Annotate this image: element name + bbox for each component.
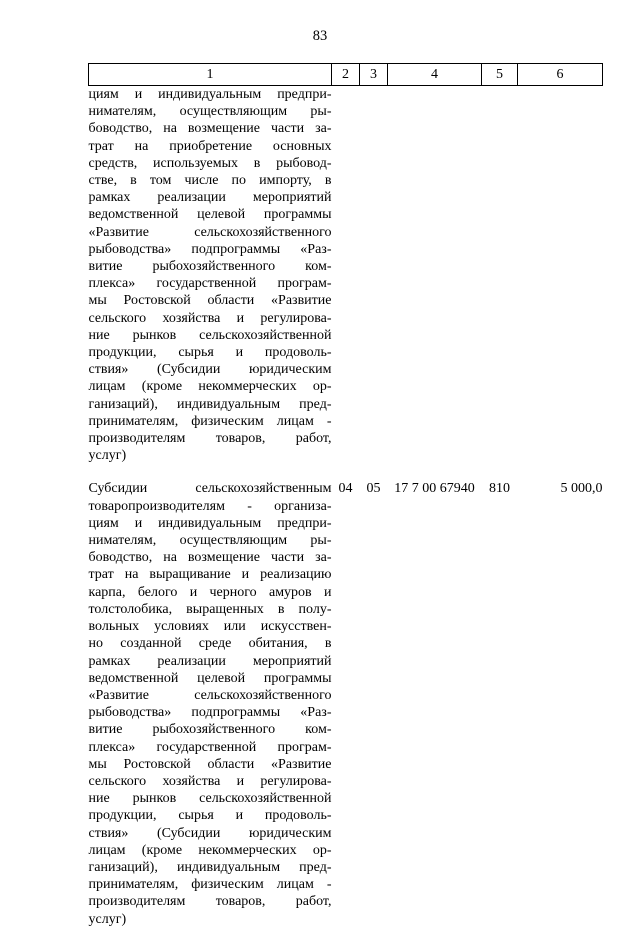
description-line: производителям товаров, работ, (88, 894, 332, 910)
description-line: ганизаций), индивидуальным пред- (88, 859, 332, 875)
amount-value: 5 000,0 (560, 481, 603, 497)
description-line: боводство, на возмещение части за- (88, 121, 332, 137)
description-line: рамках реализации мероприятий (88, 190, 332, 206)
description-line: производителям товаров, работ, (88, 431, 332, 447)
expense-type-code (482, 86, 518, 481)
amount-value (518, 86, 603, 481)
description-line: циям и индивидуальным предпри- (88, 515, 332, 531)
column-header-3: 3 (360, 64, 388, 86)
table-row (89, 86, 603, 481)
description-line: лицам (кроме некоммерческих ор- (88, 379, 332, 395)
description-line: ствия» (Субсидии юридическим (88, 825, 332, 841)
table-row (89, 480, 603, 927)
description-line: витие рыбохозяйственного ком- (88, 722, 332, 738)
description-line: ствия» (Субсидии юридическим (88, 362, 332, 378)
target-article-code (388, 86, 482, 481)
description-line: услуг) (88, 911, 127, 927)
section-code (332, 86, 360, 481)
column-header-1: 1 (89, 64, 332, 86)
description-line: мы Ростовской области «Развитие (88, 293, 332, 309)
description-line: товаропроизводителям - организа- (88, 498, 332, 514)
description-line: ние рынков сельскохозяйственной (88, 327, 332, 343)
row-description (89, 480, 332, 927)
description-line: плекса» государственной програм- (88, 276, 332, 292)
description-line: ние рынков сельскохозяйственной (88, 791, 332, 807)
description-line: плекса» государственной програм- (88, 739, 332, 755)
description-line: продукции, сырья и продоволь- (88, 808, 332, 824)
description-line: стве, в том числе по импорту, в (88, 173, 332, 189)
column-header-2: 2 (332, 64, 360, 86)
section-code: 04 (338, 481, 353, 497)
description-line: нимателям, осуществляющим ры- (88, 104, 332, 120)
budget-table (88, 63, 603, 928)
description-line: принимателям, физическим лицам - (88, 413, 332, 429)
description-line: рыбоводства» подпрограммы «Раз- (88, 705, 332, 721)
description-line: сельского хозяйства и регулирова- (88, 773, 332, 789)
target-article-code: 17 7 00 67940 (394, 481, 475, 497)
subsection-code: 05 (366, 481, 381, 497)
description-line: «Развитие сельскохозяйственного (88, 687, 332, 703)
description-line: но созданной среде обитания, в (88, 636, 332, 652)
description-line: принимателям, физическим лицам - (88, 877, 332, 893)
column-header-5: 5 (482, 64, 518, 86)
expense-type-code: 810 (489, 481, 510, 497)
description-line: вольных условиях или искусствен- (88, 619, 332, 635)
description-line: нимателям, осуществляющим ры- (88, 533, 332, 549)
description-line: трат на приобретение основных (88, 138, 332, 154)
table-body (89, 86, 603, 928)
description-line: Субсидии сельскохозяйственным (88, 481, 332, 497)
description-line: услуг) (88, 448, 127, 464)
description-line: трат на выращивание и реализацию (88, 567, 332, 583)
description-line: ведомственной целевой программы (88, 207, 332, 223)
header-row (89, 64, 603, 86)
description-line: средств, используемых в рыбовод- (88, 155, 332, 171)
description-line: сельского хозяйства и регулирова- (88, 310, 332, 326)
description-line: рамках реализации мероприятий (88, 653, 332, 669)
description-line: боводство, на возмещение части за- (88, 550, 332, 566)
description-line: витие рыбохозяйственного ком- (88, 259, 332, 275)
description-line: карпа, белого и черного амуров и (88, 584, 332, 600)
description-line: мы Ростовской области «Развитие (88, 756, 332, 772)
description-line: ганизаций), индивидуальным пред- (88, 396, 332, 412)
subsection-code (360, 86, 388, 481)
description-line: рыбоводства» подпрограммы «Раз- (88, 241, 332, 257)
column-header-6: 6 (518, 64, 603, 86)
description-line: ведомственной целевой программы (88, 670, 332, 686)
row-description (89, 86, 332, 481)
description-line: толстолобика, выращенных в полу- (88, 601, 332, 617)
description-line: лицам (кроме некоммерческих ор- (88, 842, 332, 858)
column-header-4: 4 (388, 64, 482, 86)
description-line: «Развитие сельскохозяйственного (88, 224, 332, 240)
description-line: продукции, сырья и продоволь- (88, 345, 332, 361)
page-number: 83 (312, 28, 328, 44)
description-line: циям и индивидуальным предпри- (88, 87, 332, 102)
